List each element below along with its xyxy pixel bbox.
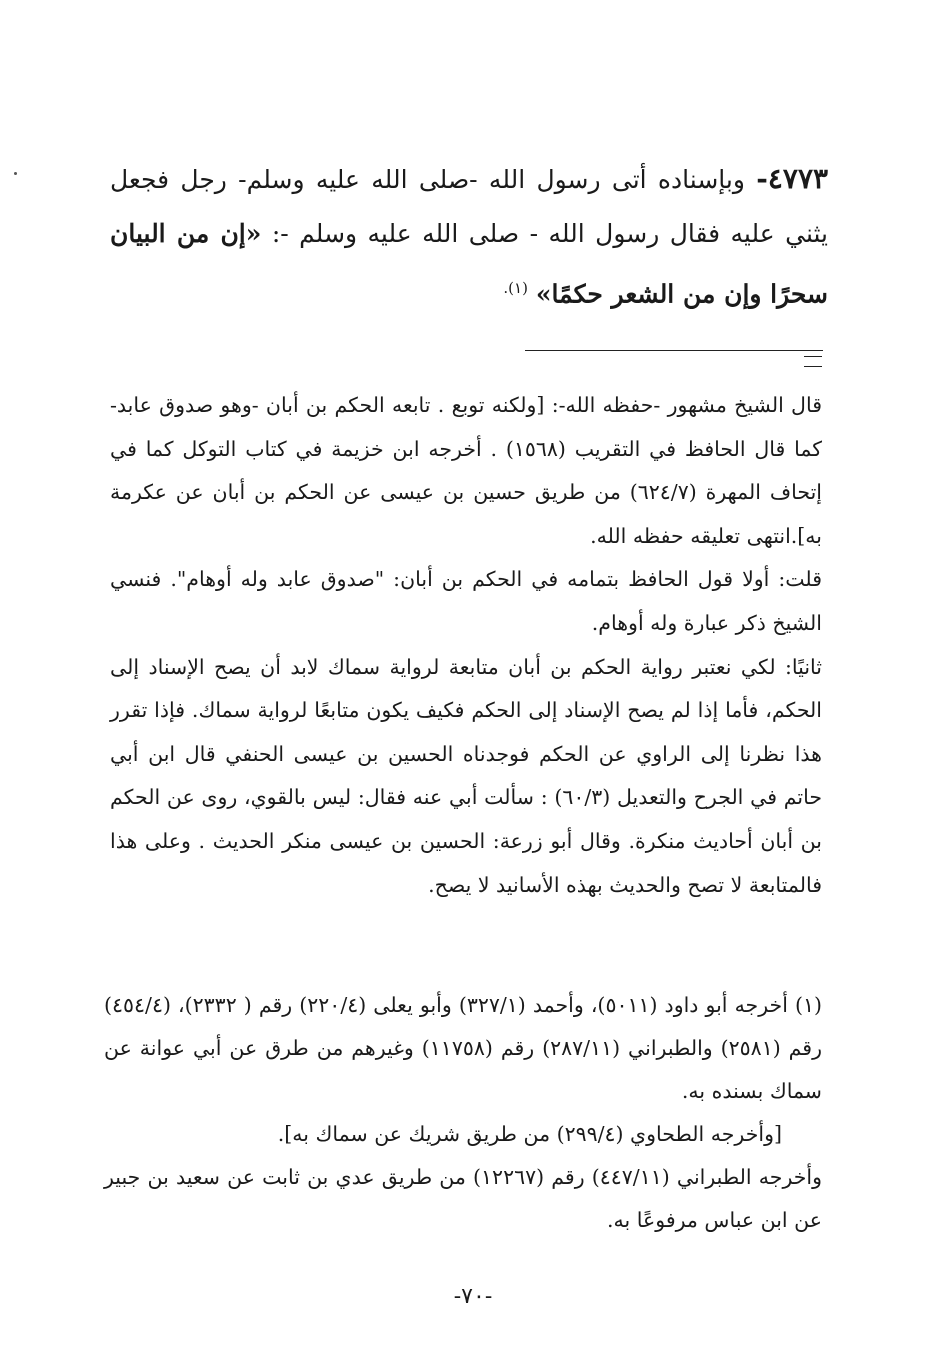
scan-speck	[14, 172, 17, 175]
editor-notes	[110, 384, 822, 907]
footnote-separator-mark	[804, 356, 822, 367]
note-paragraph-3: ثانيًا: لكي نعتبر رواية الحكم بن أبان متابعة لرواية سماك لابد أن يصح الإسناد إلى الحكم، فأما إذا لم يصح الإسناد إلى الحكم فكيف يكون متابعًا لرواية سماك. فإذا تقرر هذا نظرنا إلى الراوي عن الحكم فوجدناه الحسين بن عيسى الحنفي قال ابن أبي حاتم في الجرح والتعديل (٦٠/٣) : سألت أبي عنه فقال: ليس بالقوي، روى عن الحكم بن أبان أحاديث منكرة. وقال أبو زرعة: الحسين بن عيسى منكر الحديث . وعلى هذا فالمتابعة لا تصح والحديث بهذه الأسانيد لا يصح.	[110, 654, 822, 897]
hadith-quote: «إن من البيان سحرًا وإن من الشعر حكمًا»	[110, 219, 828, 309]
footnote-reference: (١).	[503, 279, 528, 297]
hadith-text	[110, 152, 828, 321]
note-paragraph-2: قلت: أولا قول الحافظ بتمامه في الحكم بن أبان: "صدوق عابد وله أوهام". فنسي الشيخ ذكر عبارة وله أوهام.	[110, 567, 822, 635]
page-number: -٧٠-	[453, 1284, 493, 1309]
hadith-number: ٤٧٧٣-	[756, 162, 829, 195]
note-paragraph-1: قال الشيخ مشهور -حفظه الله-: [ولكنه توبع . تابعه الحكم بن أبان -وهو صدوق عابد- كما قال الحافظ في التقريب (١٥٦٨) . أخرجه ابن خزيمة في كتاب التوكل كما في إتحاف المهرة (٦٢٤/٧) من طريق حسين بن عيسى عن الحكم بن أبان عن عكرمة به].انتهى تعليقه حفظه الله.	[110, 393, 822, 548]
footnote-1	[104, 984, 822, 1242]
footnote-line-3: وأخرجه الطبراني (٤٤٧/١١) رقم (١٢٢٦٧) من طريق عدي بن ثابت عن سعيد بن جبير عن ابن عباس مرفوعًا به.	[104, 1165, 823, 1232]
footnote-line-2: [وأخرجه الطحاوي (٢٩٩/٤) من طريق شريك عن سماك به].	[277, 1122, 782, 1146]
footnote-separator	[525, 350, 823, 351]
hadith-body: وبإسناده أتى رسول الله -صلى الله عليه وسلم- رجل فجعل يثني عليه فقال رسول الله - صلى الله عليه وسلم -:	[110, 165, 828, 248]
footnote-line-1: (١) أخرجه أبو داود (٥٠١١)، وأحمد (٣٢٧/١) وأبو يعلى (٢٢٠/٤) رقم ( ٢٣٣٢)، (٤٥٤/٤) رقم (٢٥٨١) والطبراني (٢٨٧/١١) رقم (١١٧٥٨) وغيرهم من طرق عن أبي عوانة عن سماك بسنده به.	[104, 993, 823, 1103]
